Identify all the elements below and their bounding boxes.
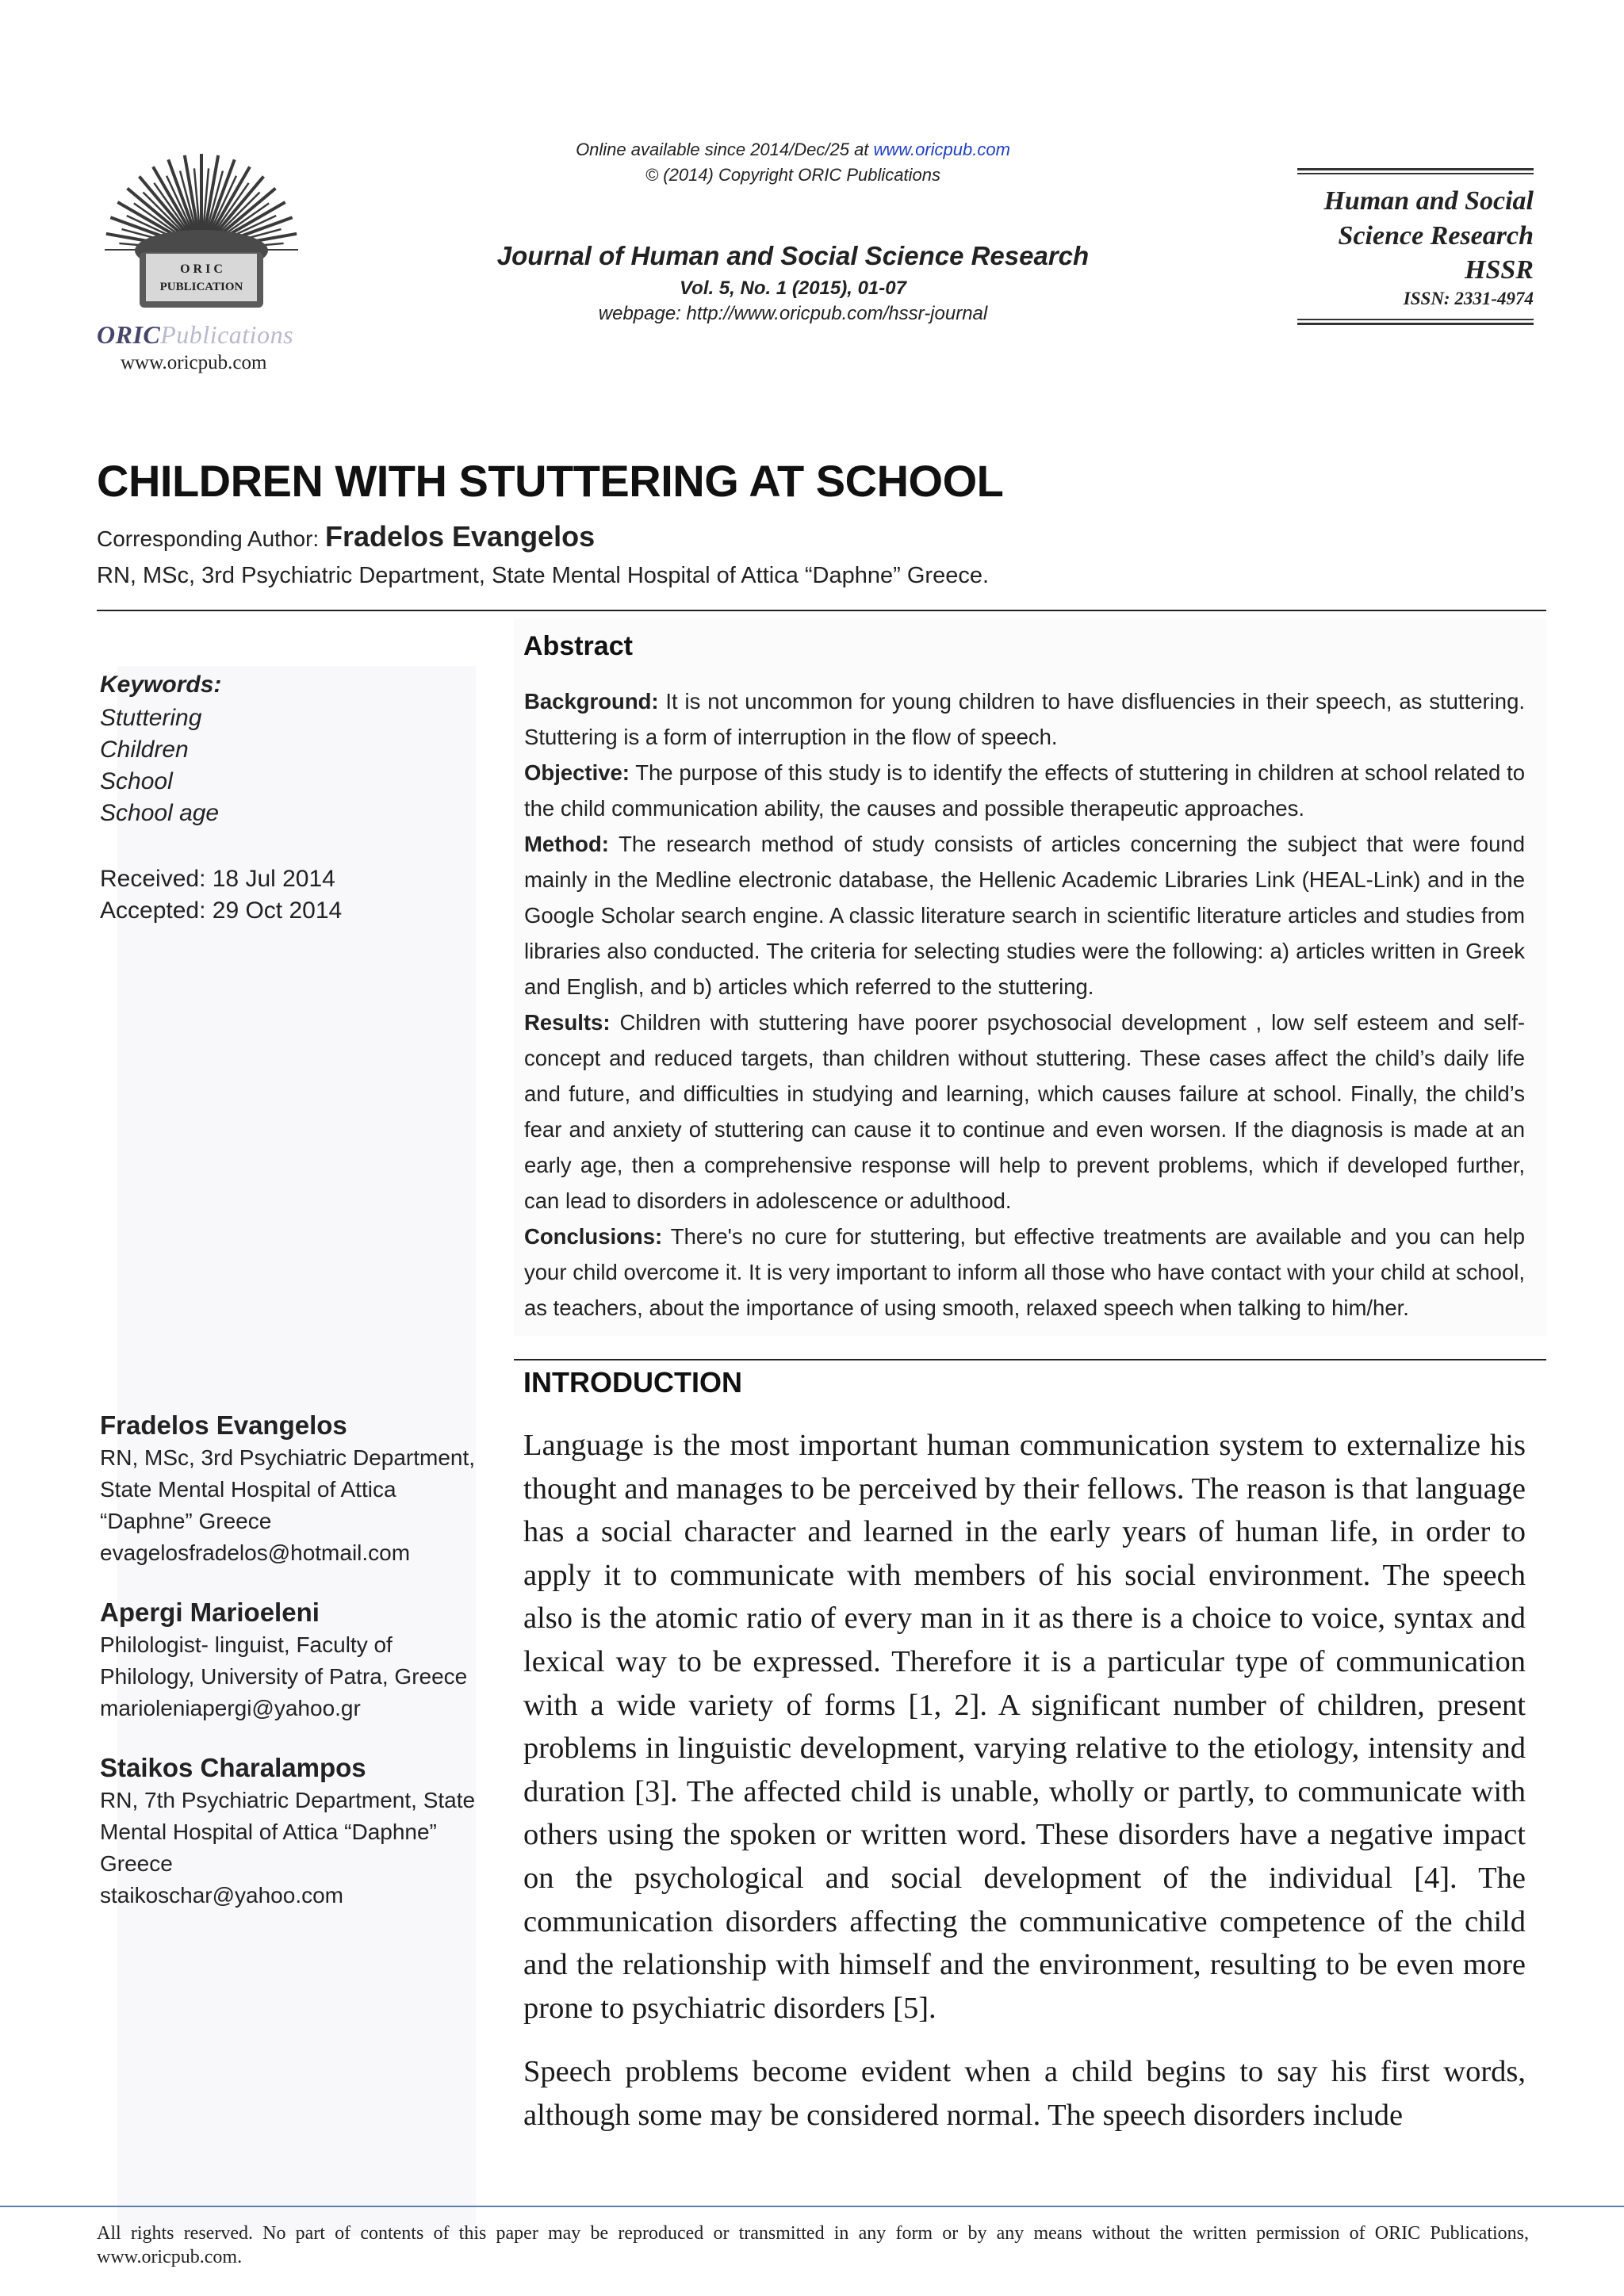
abstract-background: Background: It is not uncommon for young children to have disfluencies in their speech, as stuttering. Stuttering is a form of interruption in the flow of speech. (524, 689, 1525, 749)
corresponding-author-name: Fradelos Evangelos (324, 520, 596, 553)
hssr-line-2: Science Research (1338, 221, 1534, 251)
abstract-heading: Abstract (523, 631, 633, 661)
abstract-body (524, 683, 1525, 1326)
author-name: Apergi Marioeleni (100, 1598, 320, 1627)
intro-paragraph: Language is the most important human communication system to externalize his thought and manages to be perceived by their fellows. The reason is that language has a social character and learned in the early years of human life, in order to apply it to communicate with members of his social environment. The speech also is the atomic ratio of every man in it as there is a choice to voice, syntax and lexical way to be expressed. Therefore it is a particular type of communication with a wide variety of forms [1, 2]. A significant number of children, present problems in linguistic development, varying relative to the etiology, intensity and duration [3]. The affected child is unable, wholly or partly, to communicate with others using the spoken or written word. These disorders have a negative impact on the psychological and social development of the individual [4]. The communication disorders affecting the communicative competence of the child and the relationship with himself and the environment, resulting to be even more prone to psychiatric disorders [5]. (523, 1429, 1526, 2025)
keyword: School (100, 768, 173, 794)
author-details: RN, MSc, 3rd Psychiatric Department, State Mental Hospital of Attica “Daphne” Greece evagelosfradelos@hotmail.com (100, 1445, 476, 1565)
hssr-line-1: Human and Social (1323, 186, 1534, 216)
author-details: RN, 7th Psychiatric Department, State Mental Hospital of Attica “Daphne” Greece staikoschar@yahoo.com (100, 1788, 476, 1908)
copyright-line: © (2014) Copyright ORIC Publications (645, 165, 941, 185)
article-dates (100, 863, 342, 927)
author-entry (100, 1596, 496, 1724)
author-entry (100, 1751, 496, 1911)
svg-text:O R I C: O R I C (180, 262, 223, 276)
accepted-date: Accepted: 29 Oct 2014 (100, 897, 343, 924)
received-date: Received: 18 Jul 2014 (100, 866, 335, 892)
intro-paragraph: Speech problems become evident when a child begins to say his first words, although some may be considered normal. The speech disorders include (523, 2055, 1526, 2132)
sunburst-logo-icon (95, 141, 309, 323)
introduction-body (523, 1424, 1526, 2158)
journal-webpage: webpage: http://www.oricpub.com/hssr-journal (598, 303, 988, 324)
introduction-heading: INTRODUCTION (523, 1366, 742, 1399)
author-list (100, 1409, 496, 1938)
title-divider (97, 610, 1546, 611)
author-entry (100, 1409, 496, 1569)
author-affiliation: RN, MSc, 3rd Psychiatric Department, State Mental Hospital of Attica “Daphne” Greece. (97, 563, 990, 588)
svg-text:PUBLICATION: PUBLICATION (159, 281, 243, 293)
footer-rights: All rights reserved. No part of contents of this paper may be reproduced or transmitted in any form or by any means without the written permission of ORIC Publications, www.oricpub.com. (97, 2223, 1529, 2267)
author-name: Staikos Charalampos (100, 1753, 366, 1782)
hssr-masthead (1297, 168, 1534, 325)
abstract-method: Method: The research method of study consists of articles concerning the subject that were found mainly in the Medline electronic database, the Hellenic Academic Libraries Link (HEAL-Link) and in the Google Scholar search engine. A classic literature search in scientific literature articles and studies from libraries also conducted. The criteria for selecting studies were the following: a) articles written in Greek and English, and b) articles which referred to the stuttering. (524, 832, 1525, 999)
publisher-brand: ORICPublications (97, 320, 294, 349)
journal-title: Journal of Human and Social Science Research (496, 241, 1090, 270)
publisher-url[interactable]: www.oricpub.com (121, 352, 267, 373)
article-title: CHILDREN WITH STUTTERING AT SCHOOL (97, 456, 1004, 506)
abstract-results: Results: Children with stuttering have poorer psychosocial development , low self esteem and self-concept and reduced targets, than children without stuttering. These cases affect the child’s daily life and future, and difficulties in studying and learning, which causes failure at school. Finally, the child’s fear and anxiety of stuttering can cause it to continue and even worsen. If the diagnosis is made at an early age, then a comprehensive response will help to prevent problems, which if developed further, can lead to disorders in adolescence or adulthood. (524, 1010, 1525, 1213)
corresponding-author: Corresponding Author: Fradelos Evangelos (97, 520, 596, 553)
hssr-issn: ISSN: 2331-4974 (1403, 289, 1534, 308)
introduction-divider (514, 1359, 1546, 1360)
oricpub-link[interactable]: www.oricpub.com (873, 140, 1010, 159)
author-details: Philologist- linguist, Faculty of Philology, University of Patra, Greece marioleniapergi@yahoo.gr (100, 1632, 468, 1720)
journal-volume: Vol. 5, No. 1 (2015), 01-07 (680, 277, 906, 299)
abstract-objective: Objective: The purpose of this study is to identify the effects of stuttering in children at school related to the child communication ability, the causes and possible therapeutic approaches. (524, 760, 1525, 821)
keyword: Stuttering (100, 705, 202, 731)
keyword: School age (100, 800, 220, 826)
abstract-conclusions: Conclusions: There's no cure for stuttering, but effective treatments are available and you can help your child overcome it. It is very important to inform all those who have contact with your child at school, as teachers, about the importance of using smooth, relaxed speech when talking to him/her. (524, 1224, 1525, 1320)
keyword: Children (100, 737, 189, 763)
online-availability: Online available since 2014/Dec/25 at www.oricpub.com (576, 140, 1010, 159)
keywords-list (100, 702, 219, 829)
hssr-acronym: HSSR (1465, 255, 1534, 285)
author-name: Fradelos Evangelos (100, 1410, 347, 1440)
keywords-heading: Keywords: (100, 672, 222, 698)
footer-divider (0, 2206, 1624, 2207)
